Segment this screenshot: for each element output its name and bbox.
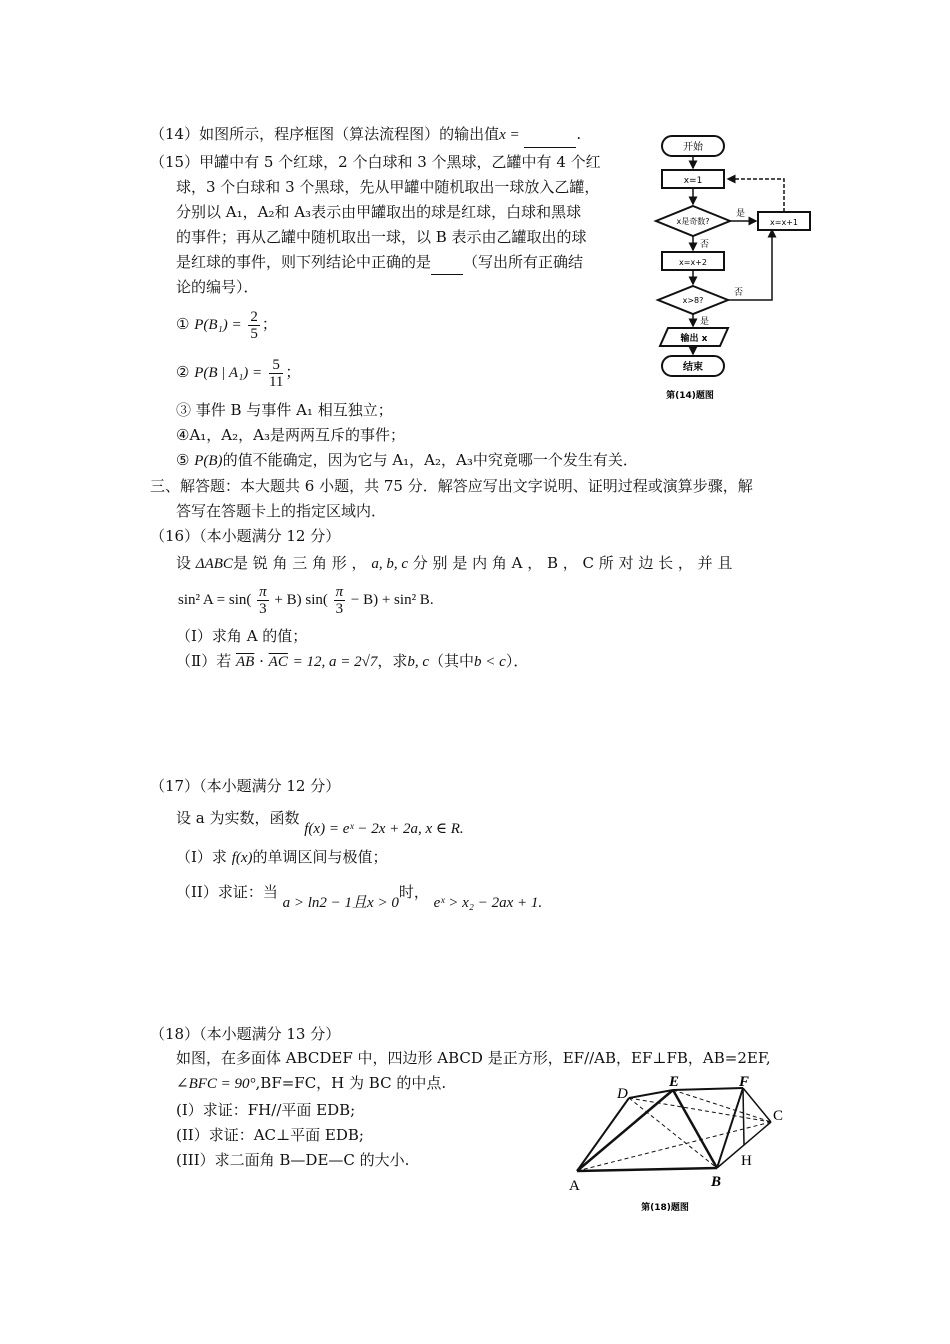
q15-opt2-expr: P(B | A₁) = bbox=[194, 365, 263, 381]
section3-line1: 三、解答题：本大题共 6 小题，共 75 分．解答应写出文字说明、证明过程或演算步骤，解 bbox=[150, 477, 753, 495]
q16-frac2-num: π bbox=[335, 584, 344, 601]
q14-prompt: （14）如图所示，程序框图（算法流程图）的输出值 bbox=[150, 125, 500, 143]
q16-condition: = 12, a = 2√7 bbox=[292, 654, 378, 670]
q15-option1 bbox=[176, 304, 277, 345]
edge-db-hidden bbox=[629, 1098, 717, 1168]
label-e: E bbox=[669, 1074, 680, 1090]
q14-answer-blank bbox=[524, 147, 576, 148]
q16-frac1 bbox=[257, 584, 269, 617]
q17-p2a: （II）求证：当 bbox=[176, 883, 278, 901]
q15-opt1-fraction bbox=[248, 309, 260, 342]
q17-l1a: 设 a 为实数，函数 bbox=[176, 809, 300, 827]
q18-part3: (III）求二面角 B—DE—C 的大小. bbox=[176, 1151, 410, 1169]
label-c: C bbox=[773, 1108, 784, 1124]
q15-opt1-num: 2 bbox=[250, 308, 258, 325]
q15-line2: 球，3 个白球和 3 个黑球，先从甲罐中随机取出一球放入乙罐， bbox=[176, 178, 600, 196]
q15-opt1-label: ① bbox=[176, 315, 190, 333]
q16-eq-c: − B) + sin² B. bbox=[350, 592, 434, 608]
flow-inc2-text: x=x+2 bbox=[679, 258, 707, 267]
label-d: D bbox=[617, 1086, 628, 1102]
flow-cond2-text: x>8? bbox=[682, 296, 704, 305]
q18-l2b: ,BF=FC，H 为 BC 的中点. bbox=[255, 1074, 447, 1092]
q15-line6: 论的编号）． bbox=[176, 278, 259, 296]
q18-part2: (II）求证：AC⊥平面 EDB; bbox=[176, 1126, 364, 1144]
q18-part1: (I）求证：FH//平面 EDB; bbox=[176, 1101, 356, 1119]
q14-var: x = bbox=[499, 127, 520, 143]
flow-output-text: 输出 x bbox=[680, 334, 708, 344]
q16-p2a: （Ⅱ）若 bbox=[176, 652, 232, 670]
q15-opt2-fraction bbox=[269, 357, 283, 390]
q17-p1a: （I）求 bbox=[176, 848, 227, 866]
flow-yes1-text: 是 bbox=[736, 209, 746, 219]
q15-opt1-expr: P(B₁) = bbox=[194, 317, 242, 333]
flow-start-text: 开始 bbox=[683, 142, 703, 153]
q16-eq-b: + B) sin( bbox=[274, 592, 328, 608]
q17-p2b: 时， bbox=[398, 883, 429, 901]
polyhedron-figure bbox=[565, 1068, 795, 1218]
edge-ef bbox=[673, 1088, 743, 1090]
q15-option2 bbox=[176, 352, 300, 393]
flow-init-text: x=1 bbox=[683, 176, 703, 186]
section3-line2: 答写在答题卡上的指定区域内． bbox=[176, 502, 387, 520]
q16-p2b: ，求 bbox=[377, 652, 408, 670]
flowchart-caption: 第(14)题图 bbox=[666, 391, 714, 401]
label-f: F bbox=[739, 1074, 750, 1090]
q15-line3: 分别以 A₁，A₂和 A₃表示由甲罐取出的球是红球，白球和黑球 bbox=[176, 203, 582, 221]
label-h: H bbox=[741, 1153, 752, 1169]
q15-opt5-label: ⑤ bbox=[176, 451, 190, 469]
edge-fh bbox=[743, 1088, 744, 1145]
q15-opt2-den: 11 bbox=[268, 373, 284, 390]
q15-opt2-num: 5 bbox=[269, 357, 283, 374]
q16-frac1-den: 3 bbox=[259, 601, 267, 618]
q16-frac2 bbox=[334, 584, 346, 617]
q15-line5 bbox=[176, 250, 583, 275]
q18-line2 bbox=[176, 1071, 446, 1097]
q16-bc: b, c bbox=[407, 654, 430, 670]
q17-p2-ineq: eˣ > x₂ − 2ax + 1. bbox=[433, 895, 543, 911]
q17-heading: （17）（本小题满分 12 分） bbox=[150, 777, 341, 795]
q17-function: f(x) = eˣ − 2x + 2a, x ∈ R. bbox=[304, 821, 464, 837]
edge-eb bbox=[673, 1090, 717, 1168]
flow-end-text: 结束 bbox=[683, 362, 703, 373]
label-b: B bbox=[711, 1174, 722, 1190]
q14-text: （14）如图所示，程序框图（算法流程图）的输出值x = . bbox=[150, 122, 581, 148]
flow-no1-text: 否 bbox=[700, 240, 710, 250]
q15-line1: （15）甲罐中有 5 个红球，2 个白球和 3 个黑球，乙罐中有 4 个红 bbox=[150, 153, 601, 171]
q16-line1 bbox=[176, 548, 732, 579]
q17-part2 bbox=[176, 874, 542, 911]
q16-vector-ab: $\overline{AB}$ bbox=[235, 654, 255, 670]
q16-part1: （Ⅰ）求角 A 的值； bbox=[176, 627, 308, 645]
q15-option3: ③ 事件 B 与事件 A₁ 相互独立； bbox=[176, 401, 393, 419]
flow-yes2-text: 是 bbox=[700, 317, 710, 327]
q17-p1b: 的单调区间与极值； bbox=[252, 848, 388, 866]
q15-line5b: （写出所有正确结 bbox=[463, 253, 584, 271]
q16-part2 bbox=[176, 649, 528, 675]
flow-no2-text: 否 bbox=[734, 288, 744, 298]
q15-opt5-text: 的值不能确定，因为它与 A₁，A₂，A₃中究竟哪一个发生有关． bbox=[222, 451, 638, 469]
q15-opt2-end: ； bbox=[285, 363, 301, 381]
q16-vector-ac: $\overline{AC}$ bbox=[268, 654, 288, 670]
q18-angle: ∠BFC = 90° bbox=[176, 1076, 256, 1092]
label-a: A bbox=[569, 1178, 580, 1194]
flowchart-figure bbox=[650, 128, 820, 408]
q15-option4: ④A₁，A₂，A₃是两两互斥的事件； bbox=[176, 426, 405, 444]
q15-opt1-end: ； bbox=[261, 315, 277, 333]
flow-inc1-text: x=x+1 bbox=[770, 218, 798, 227]
edge-fc bbox=[743, 1088, 771, 1122]
flow-cond1-text: x是奇数? bbox=[676, 217, 710, 226]
q16-bc-cond: b < c bbox=[474, 654, 506, 670]
q15-option5 bbox=[176, 448, 638, 474]
q16-vars: a, b, c bbox=[371, 556, 408, 572]
q16-dot: · bbox=[259, 652, 264, 670]
q15-line4: 的事件；再从乙罐中随机取出一球，以 B 表示由乙罐取出的球 bbox=[176, 228, 587, 246]
q15-opt1-den: 5 bbox=[250, 325, 258, 342]
q16-frac2-den: 3 bbox=[335, 601, 344, 618]
q17-line1 bbox=[176, 800, 464, 837]
q16-eq-a: sin² A = sin( bbox=[178, 592, 252, 608]
q17-part1 bbox=[176, 845, 388, 871]
q16-heading: （16）（本小题满分 12 分） bbox=[150, 527, 341, 545]
polyhedron-caption: 第(18)题图 bbox=[641, 1203, 689, 1213]
q15-answer-blank bbox=[431, 274, 463, 275]
q16-frac1-num: π bbox=[259, 584, 267, 601]
q16-l1b: 是 锐 角 三 角 形 ， bbox=[232, 554, 367, 572]
q15-opt2-label: ② bbox=[176, 363, 190, 381]
q16-l1a: 设 bbox=[176, 554, 192, 572]
edge-ab bbox=[577, 1168, 717, 1171]
q17-p2-cond: a > ln2 − 1且x > 0 bbox=[282, 895, 399, 911]
q18-heading: （18）（本小题满分 13 分） bbox=[150, 1025, 341, 1043]
q16-equation bbox=[178, 580, 434, 620]
q16-l1c: 分 别 是 内 角 A ， B ， C 所 对 边 长 ， 并 且 bbox=[412, 554, 733, 572]
q18-line1: 如图，在多面体 ABCDEF 中，四边形 ABCD 是正方形，EF//AB，EF⊥FB，AB=2EF, bbox=[176, 1049, 771, 1067]
q16-p2c: （其中 bbox=[429, 652, 475, 670]
q17-p1-fn: f(x) bbox=[231, 850, 253, 866]
q15-opt5-expr: P(B) bbox=[194, 453, 223, 469]
q16-triangle: ΔABC bbox=[195, 556, 233, 572]
q16-p2d: ）． bbox=[505, 652, 529, 670]
q15-line5a: 是红球的事件，则下列结论中正确的是 bbox=[176, 253, 432, 271]
